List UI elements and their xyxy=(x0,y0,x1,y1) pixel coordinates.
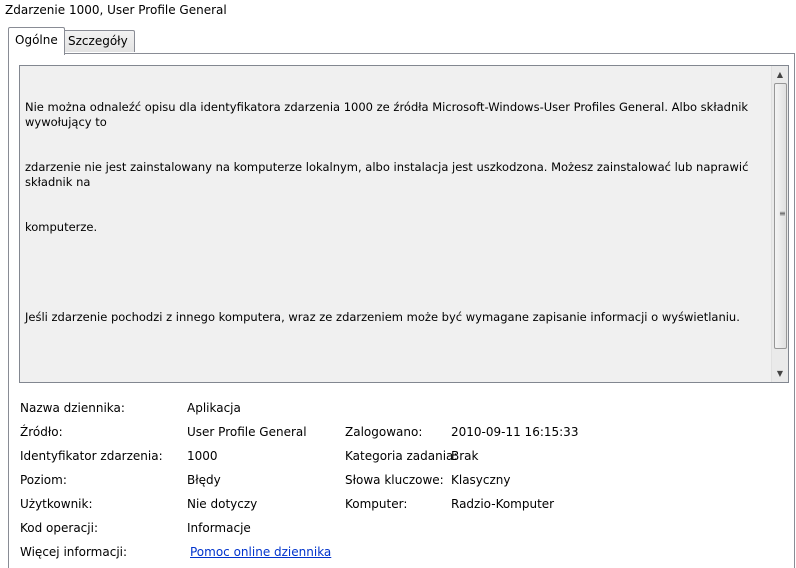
task-category-label: Kategoria zadania: xyxy=(345,449,458,463)
event-description-box[interactable] xyxy=(19,65,789,383)
online-help-link[interactable]: Pomoc online dziennika xyxy=(190,545,332,559)
opcode-label: Kod operacji: xyxy=(20,521,98,535)
grip-icon: ≡ xyxy=(779,209,786,218)
task-category-value: Brak xyxy=(451,449,479,463)
computer-value: Radzio-Komputer xyxy=(451,497,555,511)
level-label: Poziom: xyxy=(20,473,67,487)
opcode-value: Informacje xyxy=(187,521,251,535)
event-id-value: 1000 xyxy=(187,449,218,463)
tab-details[interactable]: Szczegóły xyxy=(61,30,135,52)
event-id-label: Identyfikator zdarzenia: xyxy=(20,449,163,463)
log-name-label: Nazwa dziennika: xyxy=(20,401,125,415)
description-line: Nie można odnaleźć opisu dla identyfikatora zdarzenia 1000 ze źródła Microsoft-Windows-User Profiles General. Albo składnik wywołujący to xyxy=(25,100,752,129)
user-value: Nie dotyczy xyxy=(187,497,258,511)
computer-label: Komputer: xyxy=(345,497,408,511)
description-line: komputerze. xyxy=(25,220,98,234)
tab-general[interactable]: Ogólne xyxy=(8,27,65,55)
scrollbar-thumb[interactable] xyxy=(774,83,787,349)
source-value: User Profile General xyxy=(187,425,307,439)
window-title: Zdarzenie 1000, User Profile General xyxy=(0,0,796,22)
tab-strip xyxy=(0,22,796,54)
scroll-up-arrow-icon[interactable]: ▲ xyxy=(776,70,784,79)
user-label: Użytkownik: xyxy=(20,497,93,511)
description-line xyxy=(25,355,770,370)
scroll-down-arrow-icon[interactable]: ▼ xyxy=(776,369,784,378)
keywords-label: Słowa kluczowe: xyxy=(345,473,444,487)
logged-value: 2010-09-11 16:15:33 xyxy=(451,425,579,439)
log-name-value: Aplikacja xyxy=(187,401,241,415)
description-line xyxy=(25,265,770,280)
description-line: Jeśli zdarzenie pochodzi z innego komputera, wraz ze zdarzeniem może być wymagane zapisanie informacji o wyświetlaniu. xyxy=(25,310,740,324)
source-label: Źródło: xyxy=(20,425,63,439)
event-description-text xyxy=(25,70,770,383)
description-line: zdarzenie nie jest zainstalowany na komputerze lokalnym, albo instalacja jest uszkodzona. Możesz zainstalować lub naprawić składnik na xyxy=(25,160,753,189)
more-info-label: Więcej informacji: xyxy=(20,545,128,559)
description-scrollbar[interactable] xyxy=(771,66,788,382)
keywords-value: Klasyczny xyxy=(451,473,511,487)
level-value: Błędy xyxy=(187,473,221,487)
logged-label: Zalogowano: xyxy=(345,425,423,439)
